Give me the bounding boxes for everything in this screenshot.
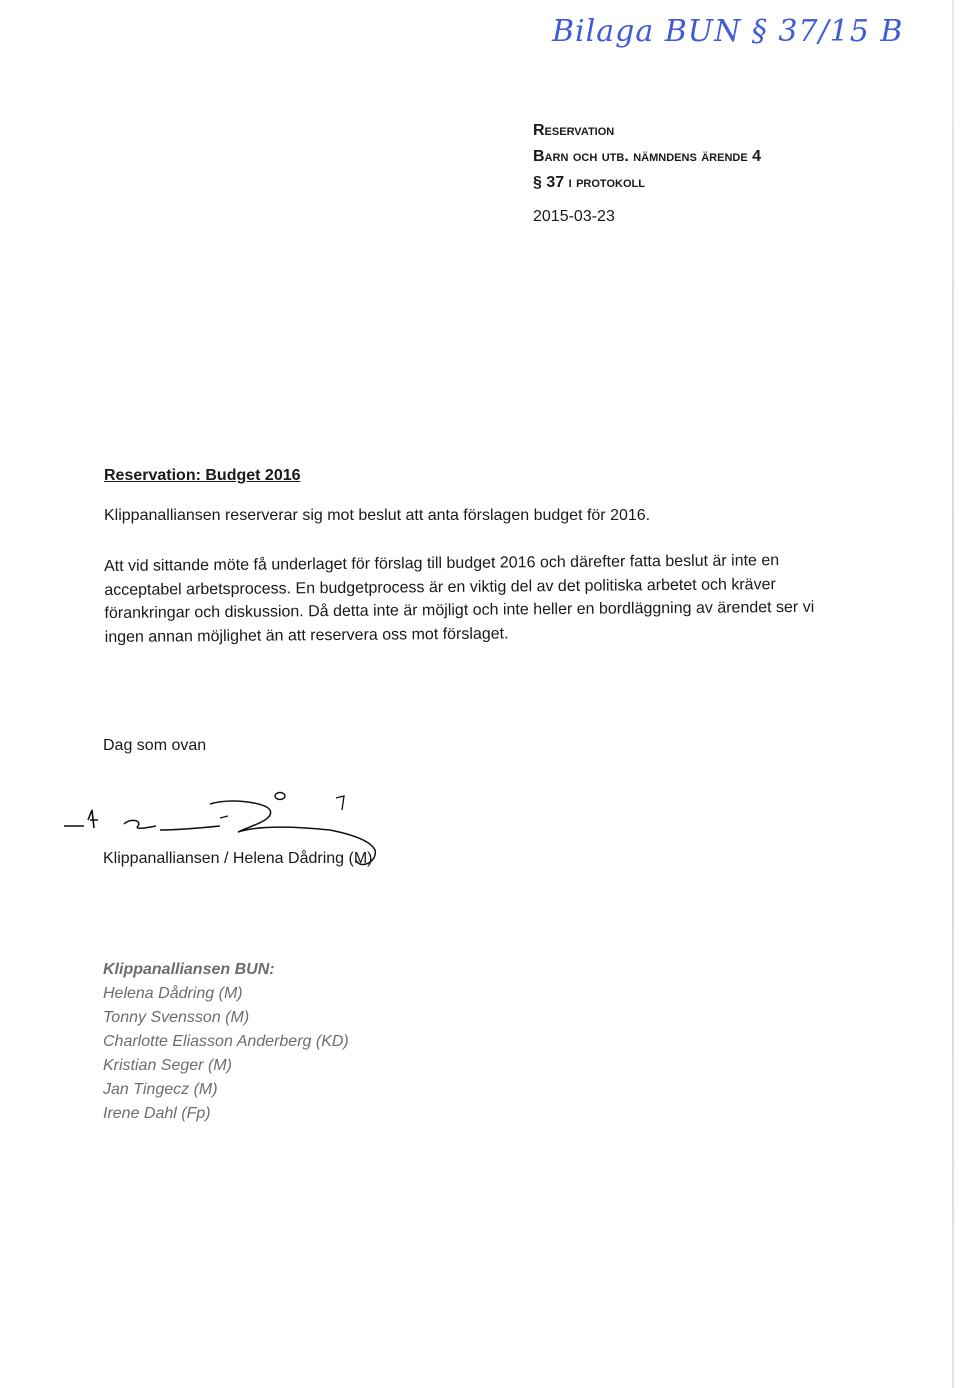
member-name: Kristian Seger (M) bbox=[103, 1057, 232, 1074]
member-name: Jan Tingecz (M) bbox=[103, 1081, 218, 1098]
closing-line: Dag som ovan bbox=[103, 737, 207, 754]
section-heading: Reservation: Budget 2016 bbox=[104, 467, 301, 484]
header-title: Reservation bbox=[533, 122, 615, 139]
scan-edge bbox=[952, 0, 954, 1388]
document-date: 2015-03-23 bbox=[533, 208, 615, 225]
intro-sentence: Klippanalliansen reserverar sig mot beslut att anta förslagen budget för 2016. bbox=[104, 507, 651, 524]
header-protocol-reference: § 37 i protokoll bbox=[533, 174, 645, 191]
member-name: Irene Dahl (Fp) bbox=[103, 1105, 211, 1122]
body-paragraph: Att vid sittande möte få underlaget för förslag till budget 2016 och därefter fatta beslut är inte en acceptabel arbetsprocess. En budgetprocess är en viktig del av det politiska arbetet och kräver förankringar och diskussion. Då detta inte är möjligt och inte heller en bordläggning av ärendet ser vi ingen annan möjlighet än att reservera oss mot förslaget. bbox=[104, 552, 815, 646]
members-list bbox=[103, 958, 349, 1126]
document-header bbox=[533, 118, 761, 196]
signature-caption: Klippanalliansen / Helena Dådring (M) bbox=[103, 850, 373, 867]
members-list-title: Klippanalliansen BUN: bbox=[103, 961, 275, 978]
member-name: Helena Dådring (M) bbox=[103, 985, 243, 1002]
header-committee: Barn och utb. nämndens ärende 4 bbox=[533, 148, 762, 165]
handwritten-signature bbox=[60, 790, 400, 890]
handwritten-annotation: Bilaga BUN § 37/15 B bbox=[552, 14, 904, 49]
member-name: Tonny Svensson (M) bbox=[103, 1009, 250, 1026]
member-name: Charlotte Eliasson Anderberg (KD) bbox=[103, 1033, 349, 1050]
